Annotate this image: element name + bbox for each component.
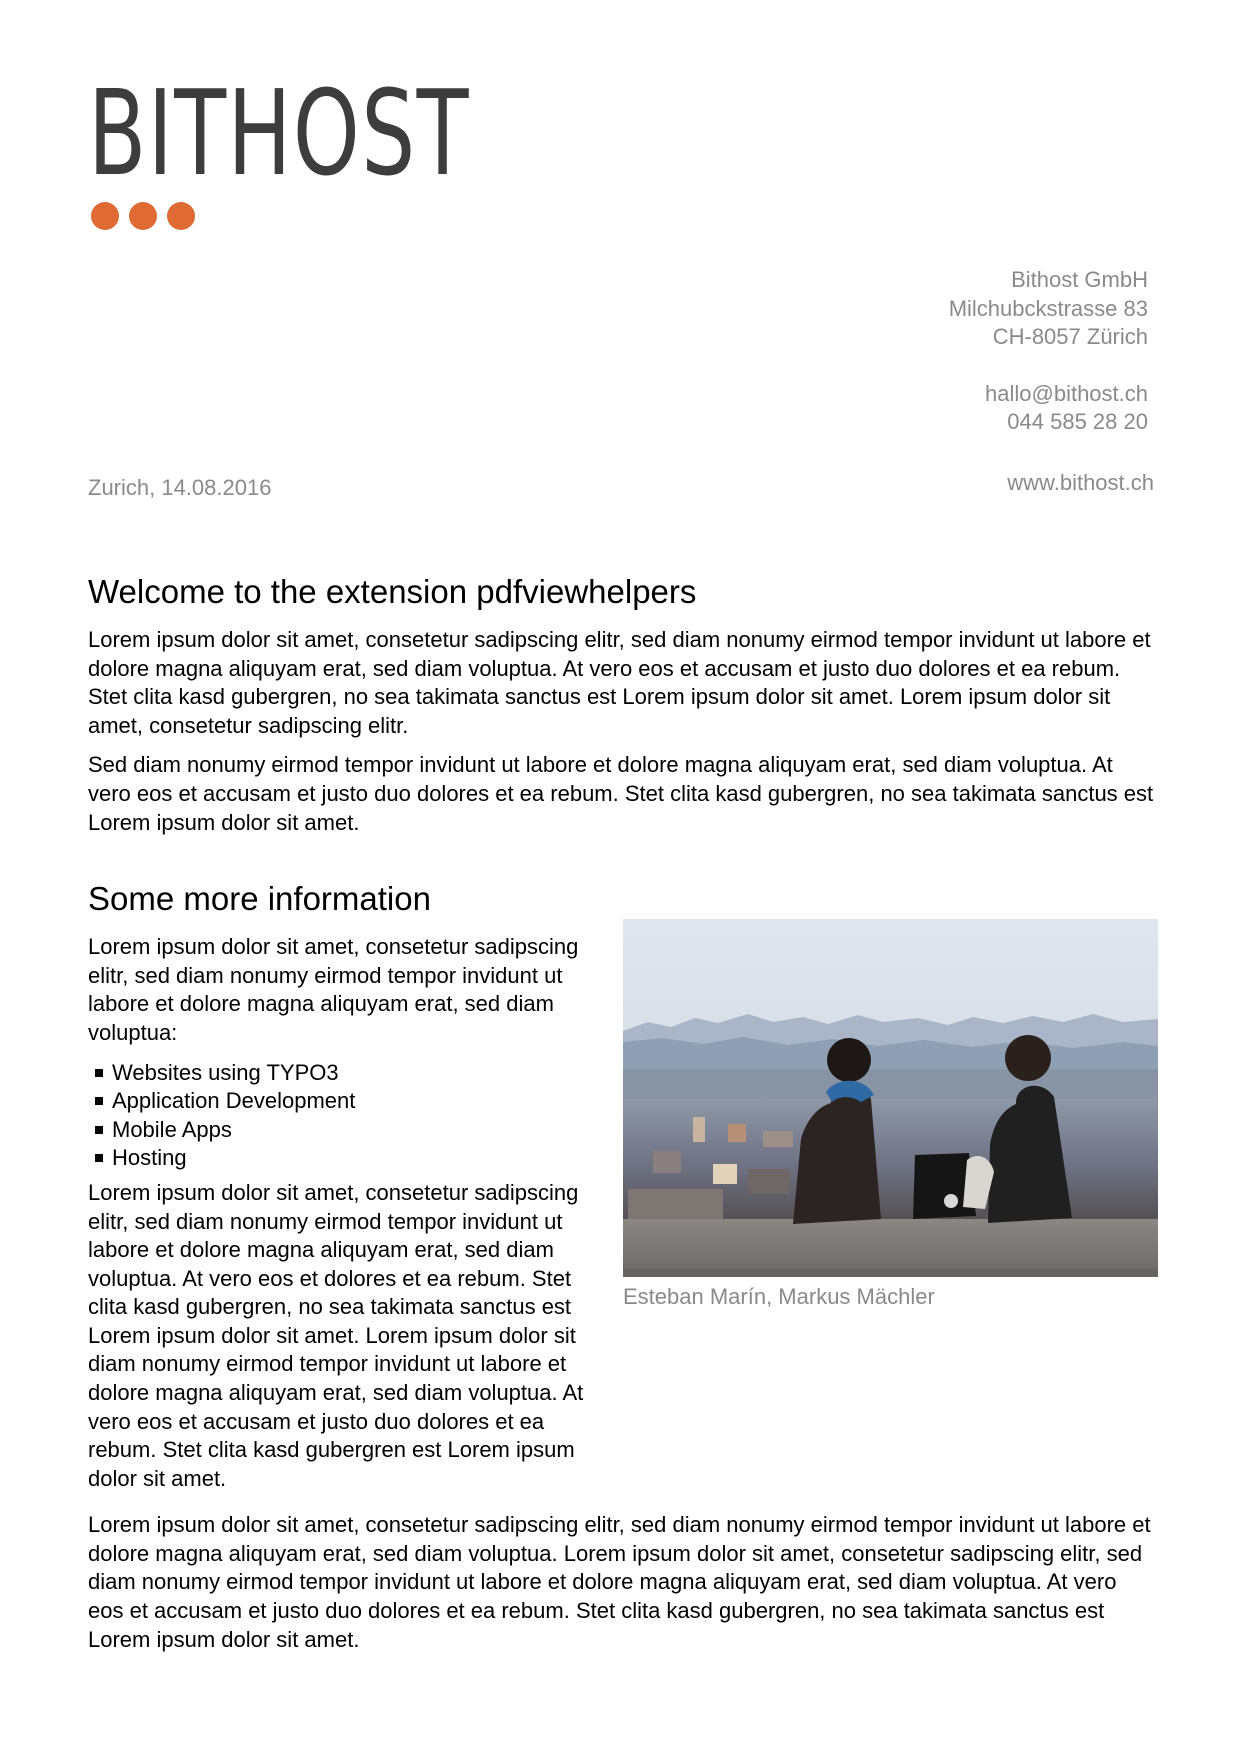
phone-number: 044 585 28 20 [1007,409,1148,434]
sender-address [949,266,1148,437]
left-column [88,933,613,1504]
document-date: Zurich, 14.08.2016 [88,475,272,500]
list-item: Mobile Apps [88,1116,613,1145]
image-caption: Esteban Marín, Markus Mächler [623,1284,935,1310]
list-item: Websites using TYPO3 [88,1059,613,1088]
website-link[interactable]: www.bithost.ch [1007,470,1154,495]
document-body [88,572,1158,1665]
right-column [623,919,1158,1311]
company-logo [88,64,470,240]
company-name: Bithost GmbH [1011,267,1148,292]
welcome-heading: Welcome to the extension pdfviewhelpers [88,573,697,610]
services-list [88,1059,613,1173]
street-address: Milchubckstrasse 83 [948,295,1148,321]
address-spacer [949,352,1148,380]
final-paragraph: Lorem ipsum dolor sit amet, consetetur sadipscing elitr, sed diam nonumy eirmod tempor invidunt ut labore et dolore magna aliquyam erat, sed diam voluptua. Lorem ipsum dolor sit amet, consetetur sadipscing elitr, sed diam nonumy eirmod tempor invidunt ut labore et dolore magna aliquyam erat, sed diam voluptua. At vero eos et accusam et justo duo dolores et ea rebum. Stet clita kasd gubergren, no sea takimata sanctus est Lorem ipsum dolor sit amet. [88,1512,1151,1652]
logo-wordmark: BITHOST [88,64,470,202]
welcome-paragraph: Lorem ipsum dolor sit amet, consetetur sadipscing elitr, sed diam nonumy eirmod tempor invidunt ut labore et dolore magna aliquyam erat, sed diam voluptua. At vero eos et accusam et justo duo dolores et ea rebum. Stet clita kasd gubergren, no sea takimata sanctus est Lorem ipsum dolor sit amet. Lorem ipsum dolor sit amet, consetetur sadipscing elitr. [88,627,1151,738]
intro-paragraph: Lorem ipsum dolor sit amet, consetetur sadipscing elitr, sed diam nonumy eirmod tempor invidunt ut labore et dolore magna aliquyam erat, sed diam voluptua: [88,934,579,1045]
welcome-section [88,572,1158,837]
information-heading: Some more information [88,880,431,918]
body-paragraph: Lorem ipsum dolor sit amet, consetetur sadipscing elitr, sed diam nonumy eirmod tempor invidunt ut labore et dolore magna aliquyam erat, sed diam voluptua. At vero eos et dolores et ea rebum. Stet clita kasd gubergren, no sea takimata sanctus est Lorem ipsum dolor sit amet. Lorem ipsum dolor sit diam nonumy eirmod tempor invidunt ut labore et dolore magna aliquyam erat, sed diam voluptua. At vero eos et accusam et justo duo dolores et ea rebum. Stet clita kasd gubergren est Lorem ipsum dolor sit amet. [88,1179,584,1491]
email-address[interactable]: hallo@bithost.ch [985,380,1148,406]
logo-dots [91,202,195,230]
logo-dot [167,202,195,230]
information-section [88,879,1158,1654]
welcome-paragraph: Sed diam nonumy eirmod tempor invidunt ut labore et dolore magna aliquyam erat, sed diam voluptua. At vero eos et accusam et justo duo dolores et ea rebum. Stet clita kasd gubergren, no sea takimata sanctus est Lorem ipsum dolor sit amet. [88,752,1154,835]
two-column-block [88,933,1158,1511]
logo-dot [91,202,119,230]
list-item: Application Development [88,1087,613,1116]
list-item: Hosting [88,1144,613,1173]
city-address: CH-8057 Zürich [992,324,1148,349]
logo-dot [129,202,157,230]
city-photo [623,919,1158,1277]
